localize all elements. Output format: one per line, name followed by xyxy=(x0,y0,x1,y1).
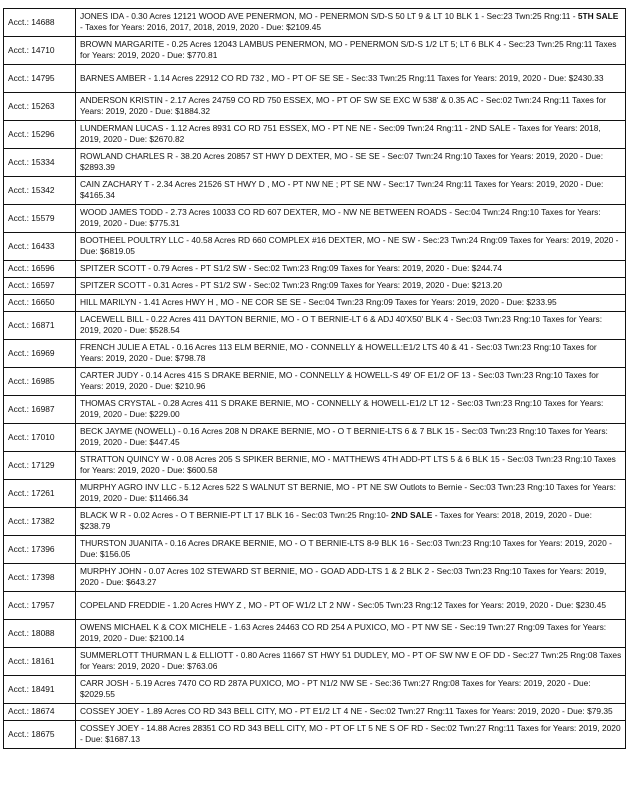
parcel-description-cell xyxy=(76,620,626,648)
account-number-cell: Acct.: 18161 xyxy=(4,648,76,676)
account-number-cell: Acct.: 17261 xyxy=(4,480,76,508)
parcel-description-cell xyxy=(76,278,626,295)
account-number-cell: Acct.: 17957 xyxy=(4,592,76,620)
table-row xyxy=(4,536,626,564)
account-number-cell: Acct.: 16650 xyxy=(4,295,76,312)
parcel-description-text: BLACK W R - 0.02 Acres - O T BERNIE-PT LT 17 BLK 16 - Sec:03 Twn:25 Rng:10- xyxy=(80,510,391,520)
table-row xyxy=(4,278,626,295)
parcel-description-cell xyxy=(76,508,626,536)
parcel-description-text: CARTER JUDY - 0.14 Acres 415 S DRAKE BERNIE, MO - CONNELLY & HOWELL-S 49' OF E1/2 OF 13 - Sec:03 Twn:23 Rng:10 Taxes for Years: 2019, 2020 - Due: $210.96 xyxy=(80,370,599,391)
account-number-cell: Acct.: 15342 xyxy=(4,177,76,205)
table-row xyxy=(4,480,626,508)
account-number-cell: Acct.: 15579 xyxy=(4,205,76,233)
table-row xyxy=(4,721,626,749)
parcel-description-text: BOOTHEEL POULTRY LLC - 40.58 Acres RD 660 COMPLEX #16 DEXTER, MO - NE SW - Sec:23 Twn:24 Rng:09 Taxes for Years: 2019, 2020 - Due: $6819.05 xyxy=(80,235,619,256)
parcel-description-text: ANDERSON KRISTIN - 2.17 Acres 24759 CO RD 750 ESSEX, MO - PT OF SW SE EXC W 538' & 0.35 AC - Sec:02 Twn:24 Rng:11 Taxes for Years: 2019, 2020 - Due: $1884.32 xyxy=(80,95,607,116)
table-row xyxy=(4,676,626,704)
account-number-cell: Acct.: 18675 xyxy=(4,721,76,749)
table-row xyxy=(4,312,626,340)
account-number-cell: Acct.: 18491 xyxy=(4,676,76,704)
parcel-description-text: BARNES AMBER - 1.14 Acres 22912 CO RD 732 , MO - PT OF SE SE - Sec:33 Twn:25 Rng:11 Taxes for Years: 2019, 2020 - Due: $2430.33 xyxy=(80,72,604,83)
table-row xyxy=(4,261,626,278)
table-row xyxy=(4,149,626,177)
table-row xyxy=(4,233,626,261)
parcel-description-cell xyxy=(76,368,626,396)
parcel-description-text: SPITZER SCOTT - 0.31 Acres - PT S1/2 SW - Sec:02 Twn:23 Rng:09 Taxes for Years: 2019, 2020 - Due: $213.20 xyxy=(80,280,503,290)
parcel-description-text: ROWLAND CHARLES R - 38.20 Acres 20857 ST HWY D DEXTER, MO - SE SE - Sec:07 Twn:24 Rng:10 Taxes for Years: 2019, 2020 - Due: $2893.39 xyxy=(80,151,604,172)
account-number-cell: Acct.: 17398 xyxy=(4,564,76,592)
table-row xyxy=(4,704,626,721)
parcel-description-text: COPELAND FREDDIE - 1.20 Acres HWY Z , MO - PT OF W1/2 LT 2 NW - Sec:05 Twn:23 Rng:12 Taxes for Years: 2019, 2020 - Due: $230.45 xyxy=(80,599,606,610)
parcel-description-cell xyxy=(76,340,626,368)
account-number-cell: Acct.: 17382 xyxy=(4,508,76,536)
account-number-cell: Acct.: 14710 xyxy=(4,37,76,65)
parcel-description-text: STRATTON QUINCY W - 0.08 Acres 205 S SPIKER BERNIE, MO - MATTHEWS 4TH ADD-PT LTS 5 & 6 BLK 15 - Sec:03 Twn:23 Rng:10 Taxes for Years: 2019, 2020 - Due: $600.58 xyxy=(80,454,616,475)
parcel-description-cell xyxy=(76,233,626,261)
parcel-description-text: MURPHY AGRO INV LLC - 5.12 Acres 522 S WALNUT ST BERNIE, MO - PT NE SW Outlots to Bernie - Sec:03 Twn:23 Rng:10 Taxes for Years: 2019, 2020 - Due: $11466.34 xyxy=(80,482,616,503)
parcel-description-text: BECK JAYME (NOWELL) - 0.16 Acres 208 N DRAKE BERNIE, MO - O T BERNIE-LTS 6 & 7 BLK 15 - Sec:03 Twn:23 Rng:10 Taxes for Years: 2019, 2020 - Due: $447.45 xyxy=(80,426,608,447)
parcel-description-cell xyxy=(76,704,626,721)
parcel-description-text: COSSEY JOEY - 1.89 Acres CO RD 343 BELL CITY, MO - PT E1/2 LT 4 NE - Sec:02 Twn:27 Rng:11 Taxes for Years: 2019, 2020 - Due: $79.35 xyxy=(80,706,613,716)
account-number-cell: Acct.: 17129 xyxy=(4,452,76,480)
parcel-description-cell xyxy=(76,295,626,312)
account-number-cell: Acct.: 16433 xyxy=(4,233,76,261)
parcel-description-cell xyxy=(76,149,626,177)
parcel-description-cell xyxy=(76,480,626,508)
account-number-cell: Acct.: 18674 xyxy=(4,704,76,721)
parcel-description-text: COSSEY JOEY - 14.88 Acres 28351 CO RD 343 BELL CITY, MO - PT OF LT 5 NE S OF RD - Sec:02 Twn:27 Rng:11 Taxes for Years: 2019, 2020 - Due: $1687.13 xyxy=(80,723,621,744)
table-row xyxy=(4,620,626,648)
parcel-description-cell xyxy=(76,312,626,340)
table-row xyxy=(4,424,626,452)
table-row xyxy=(4,37,626,65)
parcel-description-cell xyxy=(76,9,626,37)
parcel-description-text: CAIN ZACHARY T - 2.34 Acres 21526 ST HWY D , MO - PT NW NE ; PT SE NW - Sec:17 Twn:24 Rng:11 Taxes for Years: 2019, 2020 - Due: $4165.34 xyxy=(80,179,604,200)
account-number-cell: Acct.: 15263 xyxy=(4,93,76,121)
account-number-cell: Acct.: 16597 xyxy=(4,278,76,295)
parcel-description-text: JONES IDA - 0.30 Acres 12121 WOOD AVE PENERMON, MO - PENERMON S/D-S 50 LT 9 & LT 10 BLK 1 - Sec:23 Twn:25 Rng:11 - xyxy=(80,11,578,21)
table-row xyxy=(4,340,626,368)
parcel-description-text: LUNDERMAN LUCAS - 1.12 Acres 8931 CO RD 751 ESSEX, MO - PT NE NE - Sec:09 Twn:24 Rng:11 - 2ND SALE - Taxes for Years: 2018, 2019, 2020 - Due: $2670.82 xyxy=(80,123,601,144)
table-row xyxy=(4,9,626,37)
parcel-description-cell xyxy=(76,424,626,452)
parcel-description-cell xyxy=(76,676,626,704)
delinquent-tax-table xyxy=(3,8,626,749)
parcel-description-cell xyxy=(76,396,626,424)
parcel-description-cell xyxy=(76,592,626,620)
account-number-cell: Acct.: 16969 xyxy=(4,340,76,368)
table-row xyxy=(4,177,626,205)
sale-count-label: 5TH SALE xyxy=(577,11,619,21)
table-row xyxy=(4,295,626,312)
table-row xyxy=(4,65,626,93)
parcel-description-text: HILL MARILYN - 1.41 Acres HWY H , MO - NE COR SE SE - Sec:04 Twn:23 Rng:09 Taxes for Years: 2019, 2020 - Due: $233.95 xyxy=(80,297,557,307)
account-number-cell: Acct.: 16596 xyxy=(4,261,76,278)
parcel-description-cell xyxy=(76,564,626,592)
table-row xyxy=(4,564,626,592)
table-row xyxy=(4,93,626,121)
parcel-description-text: BROWN MARGARITE - 0.25 Acres 12043 LAMBUS PENERMON, MO - PENERMON S/D-S 1/2 LT 5; LT 6 BLK 4 - Sec:23 Twn:25 Rng:11 Taxes for Years: 2019, 2020 - Due: $770.81 xyxy=(80,39,617,60)
parcel-description-cell xyxy=(76,37,626,65)
parcel-description-cell xyxy=(76,121,626,149)
parcel-description-cell xyxy=(76,177,626,205)
parcel-description-text: MURPHY JOHN - 0.07 Acres 102 STEWARD ST BERNIE, MO - GOAD ADD-LTS 1 & 2 BLK 2 - Sec:03 Twn:23 Rng:10 Taxes for Years: 2019, 2020 - Due: $643.27 xyxy=(80,566,607,587)
taxes-due-text: - Taxes for Years: 2018, 2019, 2020 - Due: $238.79 xyxy=(80,510,592,531)
parcel-description-cell xyxy=(76,721,626,749)
account-number-cell: Acct.: 16985 xyxy=(4,368,76,396)
account-number-cell: Acct.: 18088 xyxy=(4,620,76,648)
parcel-description-text: SPITZER SCOTT - 0.79 Acres - PT S1/2 SW - Sec:02 Twn:23 Rng:09 Taxes for Years: 2019, 2020 - Due: $244.74 xyxy=(80,263,503,273)
parcel-description-text: OWENS MICHAEL K & COX MICHELE - 1.63 Acres 24463 CO RD 254 A PUXICO, MO - PT NW SE - Sec:19 Twn:27 Rng:09 Taxes for Years: 2019, 2020 - Due: $2100.14 xyxy=(80,622,607,643)
table-row xyxy=(4,452,626,480)
account-number-cell: Acct.: 17010 xyxy=(4,424,76,452)
account-number-cell: Acct.: 16871 xyxy=(4,312,76,340)
parcel-description-text: THURSTON JUANITA - 0.16 Acres DRAKE BERNIE, MO - O T BERNIE-LTS 8-9 BLK 16 - Sec:03 Twn:23 Rng:10 Taxes for Years: 2019, 2020 - Due: $156.05 xyxy=(80,538,612,559)
parcel-description-text: LACEWELL BILL - 0.22 Acres 411 DAYTON BERNIE, MO - O T BERNIE-LT 6 & ADJ 40'X50' BLK 4 - Sec:03 Twn:23 Rng:10 Taxes for Years: 2019, 2020 - Due: $528.54 xyxy=(80,314,603,335)
account-number-cell: Acct.: 16987 xyxy=(4,396,76,424)
table-row xyxy=(4,121,626,149)
account-number-cell: Acct.: 15334 xyxy=(4,149,76,177)
account-number-cell: Acct.: 15296 xyxy=(4,121,76,149)
table-row xyxy=(4,205,626,233)
tax-listing-page xyxy=(0,8,631,749)
parcel-description-cell xyxy=(76,65,626,93)
sale-count-label: 2ND SALE xyxy=(390,510,433,520)
account-number-cell: Acct.: 14795 xyxy=(4,65,76,93)
table-row xyxy=(4,508,626,536)
taxes-due-text: - Taxes for Years: 2016, 2017, 2018, 2019, 2020 - Due: $2109.45 xyxy=(80,22,322,32)
parcel-description-text: THOMAS CRYSTAL - 0.28 Acres 411 S DRAKE BERNIE, MO - CONNELLY & HOWELL-E1/2 LT 12 - Sec:03 Twn:23 Rng:10 Taxes for Years: 2019, 2020 - Due: $229.00 xyxy=(80,398,604,419)
parcel-description-text: SUMMERLOTT THURMAN L & ELLIOTT - 0.80 Acres 11667 ST HWY 51 DUDLEY, MO - PT OF SW NW E OF DD - Sec:27 Twn:25 Rng:08 Taxes for Years: 2019, 2020 - Due: $763.06 xyxy=(80,650,622,671)
parcel-description-cell xyxy=(76,93,626,121)
parcel-description-text: CARR JOSH - 5.19 Acres 7470 CO RD 287A PUXICO, MO - PT N1/2 NW SE - Sec:36 Twn:27 Rng:08 Taxes for Years: 2019, 2020 - Due: $2029.55 xyxy=(80,678,591,699)
parcel-description-text: FRENCH JULIE A ETAL - 0.16 Acres 113 ELM BERNIE, MO - CONNELLY & HOWELL:E1/2 LTS 40 & 41 - Sec:03 Twn:23 Rng:10 Taxes for Years: 2019, 2020 - Due: $798.78 xyxy=(80,342,597,363)
parcel-description-cell xyxy=(76,205,626,233)
table-row xyxy=(4,592,626,620)
account-number-cell: Acct.: 14688 xyxy=(4,9,76,37)
parcel-description-cell xyxy=(76,648,626,676)
account-number-cell: Acct.: 17396 xyxy=(4,536,76,564)
table-row xyxy=(4,396,626,424)
parcel-description-text: WOOD JAMES TODD - 2.73 Acres 10033 CO RD 607 DEXTER, MO - NW NE BETWEEN ROADS - Sec:04 Twn:24 Rng:10 Taxes for Years: 2019, 2020 - Due: $775.31 xyxy=(80,207,601,228)
parcel-description-cell xyxy=(76,261,626,278)
table-row xyxy=(4,368,626,396)
parcel-description-cell xyxy=(76,452,626,480)
table-row xyxy=(4,648,626,676)
parcel-description-cell xyxy=(76,536,626,564)
